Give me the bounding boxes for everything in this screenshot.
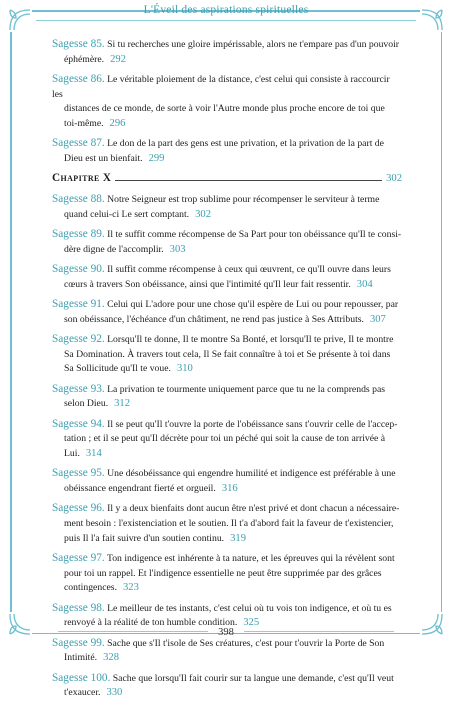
entry-text: Il te suffit comme récompense de Sa Part pour ton obéissance qu'Il te consi-: [107, 229, 402, 241]
toc-entry[interactable]: [52, 227, 402, 257]
entry-label: Sagesse 99.: [52, 636, 105, 649]
entry-label: Sagesse 93.: [52, 382, 105, 395]
entry-first-line: [52, 601, 402, 617]
entry-text-continued: ment besoin : l'existenciation et le soutien. Il t'a d'abord fait la faveur de t'existencier,: [64, 518, 394, 529]
entry-text-end: t'exaucer.: [64, 687, 101, 699]
entry-text: Celui qui L'adore pour une chose qu'il espère de Lui ou pour repousser, par: [107, 299, 399, 311]
entry-label: Sagesse 91.: [52, 298, 105, 311]
entry-text: Une désobéissance qui engendre humilité et indigence est préférable à une: [107, 468, 396, 480]
entry-first-line: [52, 297, 402, 313]
entry-page-number: 303: [169, 243, 186, 255]
entry-last-line: [52, 651, 402, 666]
entry-first-line: [52, 262, 402, 278]
entry-text: Il suffit comme récompense à ceux qui œuvrent, ce qu'Il ouvre dans leurs: [107, 264, 391, 276]
entry-text: Ton indigence est inhérente à ta nature, et les épreuves qui la révèlent sont: [106, 552, 395, 564]
toc-entry[interactable]: [52, 37, 402, 67]
entry-label: Sagesse 95.: [52, 467, 105, 480]
toc-entry[interactable]: [52, 332, 402, 377]
frame-left-line: [10, 32, 12, 612]
entry-text-continued: pour toi un rappel. Et l'indigence essentielle ne peut être supprimée par des grâces: [64, 567, 382, 579]
entry-text-continued: tation ; et il se peut qu'Il décrète pour toi un péché qui soit la cause de ton arrivée à: [64, 433, 386, 445]
entry-first-line: [52, 382, 402, 398]
entry-first-line: [52, 501, 402, 517]
entry-label: Sagesse 87.: [52, 137, 105, 150]
entry-first-line: [52, 227, 402, 243]
entry-page-number: 323: [123, 582, 139, 594]
entry-label: Sagesse 97.: [52, 551, 105, 564]
entry-text-end: obéissance engendrant fierté et orgueil.: [64, 483, 216, 495]
toc-entry[interactable]: [52, 551, 402, 596]
entry-last-line: [52, 53, 402, 68]
entry-label: Sagesse 98.: [52, 601, 105, 614]
toc-entry[interactable]: [52, 466, 402, 496]
toc-entry[interactable]: [52, 501, 402, 546]
entry-text-end: puis Il l'a fait suivre d'un soutien continu.: [64, 532, 225, 544]
chapter-page: 302: [386, 173, 402, 185]
entry-text-continued: distances de ce monde, de sorte à voir l'Autre monde plus proche encore de toi que: [64, 103, 385, 115]
entry-text: La privation te tourmente uniquement parce que tu ne la comprends pas: [107, 383, 386, 395]
entry-text-continued: Sa Domination. À travers tout cela, Il Se fait connaître à toi et Se présente à toi dans: [64, 348, 391, 360]
entry-page-number: 304: [356, 278, 373, 290]
entry-text: Il se peut qu'Il t'ouvre la porte de l'obéissance sans t'ouvrir celle de l'accep-: [107, 418, 398, 430]
entry-last-line: [52, 397, 402, 412]
toc-entry[interactable]: [52, 671, 402, 701]
entry-page-number: 316: [221, 483, 238, 495]
entry-first-line: [52, 417, 402, 433]
entry-text-end: éphémère.: [64, 53, 105, 65]
entry-text: Sache que lorsqu'Il fait courir sur ta langue une demande, c'est qu'Il veut: [112, 672, 394, 684]
entry-last-line: [52, 117, 402, 132]
toc-entry[interactable]: [52, 192, 402, 222]
entry-last-line: [52, 482, 402, 497]
entry-page-number: 307: [369, 313, 386, 325]
entry-text-end: Sa Sollicitude qu'Il te voue.: [64, 363, 171, 375]
entry-last-line: [52, 581, 402, 596]
entry-first-line: [52, 466, 402, 482]
entry-page-number: 302: [195, 208, 211, 220]
entry-label: Sagesse 92.: [52, 333, 105, 346]
entry-page-number: 296: [109, 117, 126, 129]
table-of-contents: [52, 37, 402, 706]
entry-page-number: 319: [230, 532, 246, 544]
entry-text-end: cœurs à travers Son obéissance, ainsi que l'intimité qu'Il leur fait ressentir.: [64, 278, 351, 290]
entry-label: Sagesse 90.: [52, 263, 105, 276]
entry-text-end: quand celui-ci Le sert comptant.: [64, 208, 190, 220]
entry-label: Sagesse 89.: [52, 228, 105, 241]
entry-first-line: [52, 671, 402, 687]
entry-text: Si tu recherches une gloire impérissable, alors ne t'empare pas d'un pouvoir: [107, 39, 400, 50]
running-header-title: L'Éveil des aspirations spirituelles: [143, 4, 309, 16]
entry-page-number: 299: [148, 152, 165, 164]
entry-label: Sagesse 96.: [52, 502, 105, 515]
entry-first-line: [52, 37, 402, 53]
toc-entry[interactable]: [52, 297, 402, 327]
entry-text-end: Dieu est un bienfait.: [64, 152, 143, 164]
entry-first-line: [52, 192, 402, 208]
toc-entry[interactable]: [52, 382, 402, 412]
entry-text-end: renvoyé à la réalité de ton humble condition.: [64, 617, 238, 629]
entry-text-end: toi-même.: [64, 117, 104, 129]
entry-last-line: [52, 152, 402, 167]
toc-entry[interactable]: [52, 136, 402, 166]
entry-first-line: [52, 136, 402, 152]
entry-last-line: [52, 208, 402, 223]
entry-page-number: 314: [85, 448, 102, 460]
entry-first-line: [52, 332, 402, 348]
entry-first-line: [52, 72, 402, 102]
entry-text-end: contingences.: [64, 582, 117, 594]
entry-last-line: [52, 278, 402, 293]
entry-text: Sache que s'Il t'isole de Ses créatures, c'est pour t'ouvrir la Porte de Son: [107, 637, 385, 649]
entry-text-end: Lui.: [64, 448, 80, 460]
toc-entry[interactable]: [52, 636, 402, 666]
entry-last-line: [52, 447, 402, 462]
chapter-heading[interactable]: [52, 172, 402, 184]
toc-entry[interactable]: [52, 417, 402, 462]
entry-last-line: [52, 362, 402, 377]
entry-text: Le don de la part des gens est une privation, et la privation de la part de: [107, 138, 384, 150]
entry-first-line: [52, 551, 402, 567]
entry-last-line: [52, 686, 402, 701]
entry-label: Sagesse 88.: [52, 193, 105, 206]
entry-page-number: 330: [106, 687, 123, 699]
chapter-label: Chapitre X: [52, 172, 112, 185]
entry-text: Notre Seigneur est trop sublime pour récompenser le serviteur à terme: [107, 194, 380, 206]
entry-page-number: 312: [114, 398, 131, 410]
entry-last-line: [52, 243, 402, 258]
entry-text: Le véritable ploiement de la distance, c'est celui qui consiste à raccourcir les: [52, 73, 390, 100]
entry-page-number: 310: [176, 363, 193, 375]
entries-after-chapter: [52, 192, 402, 700]
entry-label: Sagesse 85.: [52, 38, 105, 50]
entry-page-number: 325: [243, 617, 260, 629]
entry-last-line: [52, 313, 402, 328]
entry-text: Lorsqu'Il te donne, Il te montre Sa Bonté, et lorsqu'Il te prive, Il te montre: [107, 334, 394, 346]
entry-label: Sagesse 100.: [52, 671, 111, 684]
entry-label: Sagesse 86.: [52, 72, 105, 85]
toc-entry[interactable]: [52, 262, 402, 292]
leader-line: [115, 180, 382, 181]
entry-text-end: dère digne de l'accomplir.: [64, 243, 164, 255]
entry-text-end: Intimité.: [64, 652, 98, 664]
entry-page-number: 328: [103, 652, 119, 664]
header-rule: [36, 20, 416, 21]
entry-page-number: 292: [110, 53, 126, 65]
toc-entry[interactable]: [52, 72, 402, 131]
frame-right-line: [441, 32, 443, 612]
entry-text-end: son obéissance, l'échéance d'un châtiment, ne rend pas justice à Ses Attributs.: [64, 313, 364, 325]
entries-before-chapter: [52, 37, 402, 166]
page-number: 398: [218, 627, 234, 638]
entry-text: Le meilleur de tes instants, c'est celui où tu vois ton indigence, et où tu es: [107, 602, 392, 614]
entry-text-end: selon Dieu.: [64, 398, 109, 410]
entry-text: Il y a deux bienfaits dont aucun être n'est privé et dont chacun a nécessaire-: [107, 503, 400, 515]
entry-last-line: [52, 532, 402, 547]
entry-label: Sagesse 94.: [52, 417, 105, 430]
